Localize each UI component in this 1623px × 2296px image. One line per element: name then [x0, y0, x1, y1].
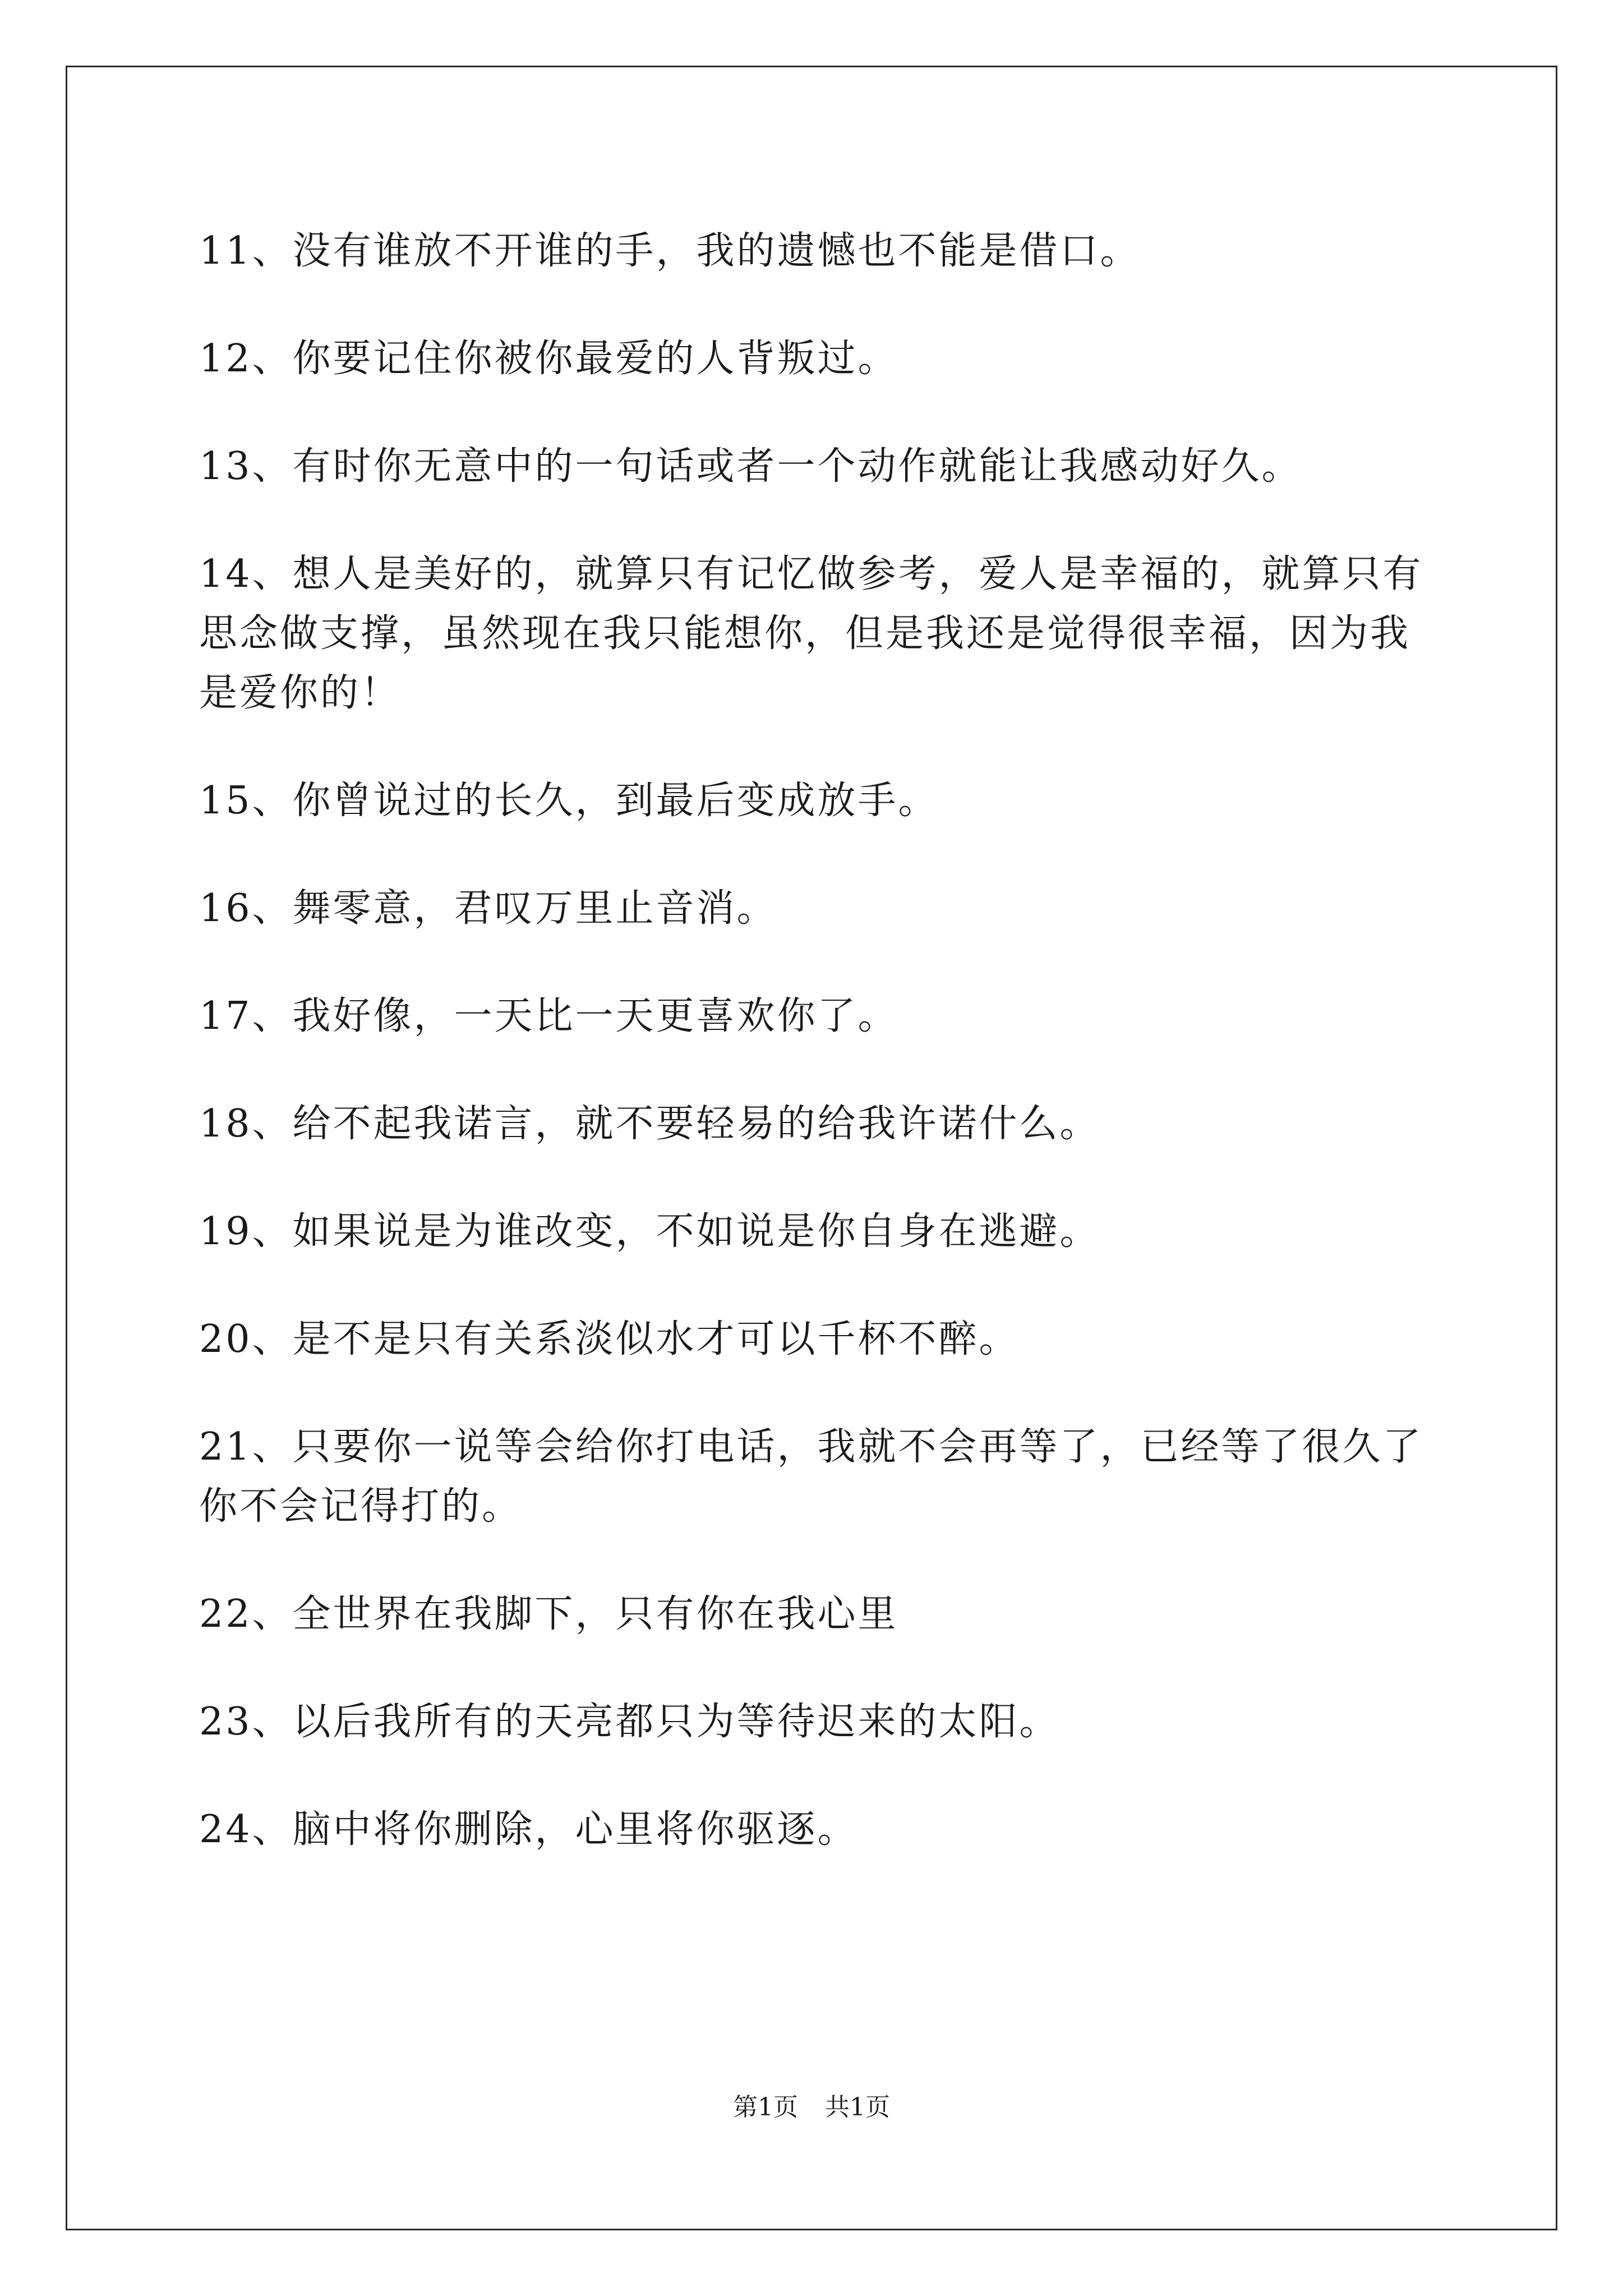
list-item: 12、你要记住你被你最爱的人背叛过。	[199, 337, 898, 381]
list-item: 11、没有谁放不开谁的手，我的遗憾也不能是借口。	[199, 229, 1141, 273]
page-number: 第1页	[733, 2093, 798, 2122]
list-item: 23、以后我所有的天亮都只为等待迟来的太阳。	[199, 1700, 1060, 1744]
quote-list	[199, 222, 1433, 1908]
page-footer	[0, 2087, 1623, 2123]
list-item: 19、如果说是为谁改变，不如说是你自身在逃避。	[199, 1209, 1100, 1254]
list-item: 16、舞零意，君叹万里止音消。	[199, 886, 777, 931]
list-item: 13、有时你无意中的一句话或者一个动作就能让我感动好久。	[199, 444, 1302, 489]
list-item: 24、脑中将你删除，心里将你驱逐。	[199, 1807, 858, 1852]
page-total: 共1页	[825, 2093, 890, 2122]
list-item: 17、我好像，一天比一天更喜欢你了。	[199, 994, 898, 1038]
list-item: 21、只要你一说等会给你打电话，我就不会再等了，已经等了很久了你不会记得打的。	[199, 1425, 1423, 1529]
list-item: 20、是不是只有关系淡似水才可以千杯不醉。	[199, 1317, 1020, 1361]
list-item: 22、全世界在我脚下，只有你在我心里	[199, 1592, 898, 1636]
list-item: 14、想人是美好的，就算只有记忆做参考，爱人是幸福的，就算只有思念做支撑，虽然现在我只能想你，但是我还是觉得很幸福，因为我是爱你的！	[199, 552, 1423, 715]
list-item: 18、给不起我诺言，就不要轻易的给我许诺什么。	[199, 1102, 1100, 1146]
list-item: 15、你曾说过的长久，到最后变成放手。	[199, 779, 939, 823]
